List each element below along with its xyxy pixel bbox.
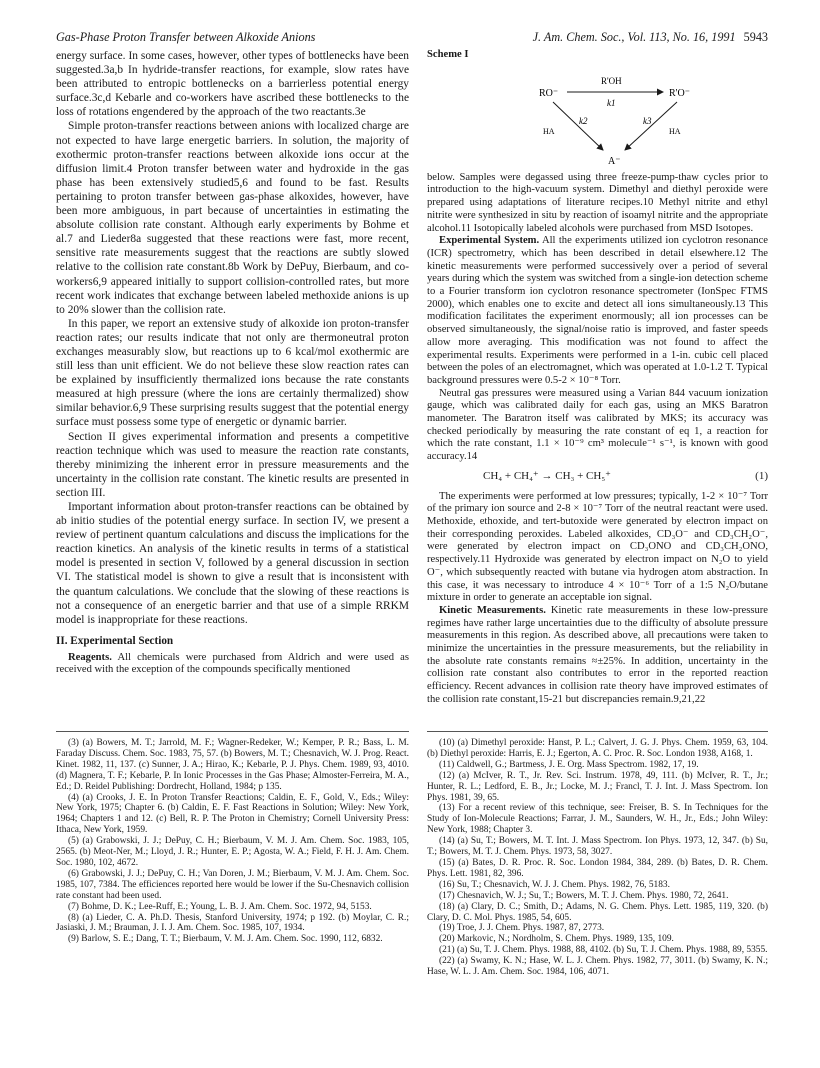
reference-item: (20) Markovic, N.; Nordholm, S. Chem. Phys. 1989, 135, 109. [439, 934, 674, 945]
paragraph: In this paper, we report an extensive study of alkoxide ion proton-transfer reaction rates; our results indicate that not only are thermoneutral proton exchanges measurably slow, but reactions up to 6 kcal/mol exothermic are still less than unit efficient. We do not believe these slow reaction rates can be explained by insufficiently thermalized ions because the rate constants measured at high pressure (where the ions are certainly thermalized) show similar behavior.6,9 These surprising results suggest that the potential energy surface must possess some type of energetic or dynamic barrier. [56, 317, 409, 429]
left-column [56, 49, 409, 677]
journal-citation [533, 30, 768, 45]
page-number: 5943 [743, 30, 768, 44]
reference-item: (15) (a) Bates, D. R. Proc. R. Soc. London 1984, 384, 289. (b) Bates, D. R. Chem. Phys. Lett. 1981, 82, 396. [427, 857, 768, 879]
rate-k2-label: k2 [579, 115, 588, 126]
reference-item: (14) (a) Su, T.; Bowers, M. T. Int. J. Mass Spectrom. Ion Phys. 1973, 12, 347. (b) Su, T.; Bowers, M. T. J. Chem. Phys. 1973, 58, 3027. [427, 836, 768, 858]
equation-body: CH₄ + CH₄⁺ → CH₃ + CH₅⁺ [483, 469, 611, 482]
journal-name: J. Am. Chem. Soc., Vol. 113, No. 16, 1991 [532, 30, 736, 44]
reference-item: (21) (a) Su, T. J. Chem. Phys. 1988, 88, 4102. (b) Su, T. J. Chem. Phys. 1988, 89, 5355. [439, 945, 768, 956]
right-column [427, 49, 768, 707]
paragraph-text: All chemicals were purchased from Aldrich and were used as received with the exception of the compounds specifically mentioned [56, 651, 409, 676]
reference-item: (18) (a) Clary, D. C.; Smith, D.; Adams, N. G. Chem. Phys. Lett. 1985, 119, 320. (b) Clary, D. C. Mol. Phys. 1985, 54, 605. [427, 901, 768, 923]
paragraph-text: Kinetic rate measurements in these low-pressure regimes have rather large uncertainties due to the difficulty of absolute pressure measurements in this region. As described above, all precautions were taken to minimize the uncertainties in the pressure measurements, but the reliability in the absolute rate constants remains ≈±25%. In addition, uncertainty in the collision rate constant also contributes to error in the reported reaction efficiency. Recent advances in collision rate theory have improved estimates of the collision rate constant,15-21 but discrepancies remain.9,21,22 [427, 604, 769, 705]
references-right [427, 738, 768, 978]
paragraph: below. Samples were degassed using three freeze-pump-thaw cycles prior to introduction to the high-vacuum system. Dimethyl and diethyl peroxide were prepared using adaptations of literature recipes.10 Methyl nitrite and ethyl nitrite were synthesized in situ by reaction of isoamyl nitrite and the appropriate alcohol.11 Isotopically labeled alcohols were purchased from MSD Isotopes. [427, 171, 768, 234]
paragraph: Important information about proton-transfer reactions can be obtained by ab initio studies of the potential energy surface. In section IV, we present a review of pertinent quantum calculations and discuss the implications for the reaction kinetics. An analysis of the kinetic results in terms of a statistical model is presented in section V, followed by a general discussion in section VI. The statistical model is shown to give a result that is inconsistent with the quantum calculations. We conclude that the slowing of these reactions is not a consequence of an energetic barrier and that use of a simple RRKM model is inappropriate for these reactions. [56, 501, 409, 626]
reference-item: (6) Grabowski, J. J.; DePuy, C. H.; Van Doren, J. M.; Bierbaum, V. M. J. Am. Chem. Soc. 1985, 107, 7384. The efficiences reported here would be lower if the Su-Chesnavich collision rate constant had been used. [56, 868, 409, 901]
equation-1 [427, 470, 768, 483]
paragraph: energy surface. In some cases, however, other types of bottlenecks have been suggested.3a,b In hydride-transfer reactions, for example, slow rates have been attributed to entropic bottlenecks on a barrierless potential energy surface.3c,d Kebarle and co-workers have ascribed these bottlenecks to the loss of rotations engendered by the approach of the two reactants.3e [56, 50, 409, 119]
ha-right-label: HA [669, 126, 681, 136]
ha-left-label: HA [543, 126, 555, 136]
paragraph: Neutral gas pressures were measured using a Varian 844 vacuum ionization gauge, which was calibrated daily for each gas, using an MKS Baratron manometer. The Baratron itself was calibrated by MKS; its accuracy was checked periodically by measuring the rate constant of eq 1, a reaction for which the rate constant, 1.1 × 10⁻⁹ cm³ molecule⁻¹ s⁻¹, is known with good accuracy.14 [427, 387, 768, 463]
run-in-heading: Kinetic Measurements. [439, 604, 546, 616]
paragraph: Simple proton-transfer reactions between anions with localized charge are not expected to have large energetic barriers. In solution, the majority of exothermic proton-transfer reactions between alkoxide ions occur at the diffusion limit.4 Proton transfer between water and hydroxide in the gas phase has been extensively studied5,6 and found to be fast. Results pertaining to proton transfer between gas-phase alkoxides, however, have been more ambiguous, in part because of uncertainties in estimating the absolute collision rate constant. Although early experiments by Bohme et al.7 and Lieder8a suggested that these reactions were fast, more recent, sensitive rate measurements suggest that the reactions are subtly slowed relative to the collision rate constant.8b Work by DePuy, Bierbaum, and co-workers6,9 appeared initially to support collision-controlled rates, but more recent work indicates that exchange between labeled methoxide anions is up to 20% slower than the collision rate. [56, 120, 409, 316]
reagent-label: R'OH [601, 75, 622, 86]
equation-number: (1) [755, 469, 768, 482]
section-heading: II. Experimental Section [56, 634, 174, 647]
reference-item: (16) Su, T.; Chesnavich, W. J. J. Chem. Phys. 1982, 76, 5183. [439, 879, 670, 890]
paragraph-reagents [56, 652, 409, 677]
paragraph-text: All the experiments utilized ion cyclotron resonance (ICR) spectrometry, which has been described in detail elsewhere.12 The kinetic measurements were performed successively over a period of several years during which the system was switched from a single-ion detection scheme to a Fourier transform ion cyclotron resonance spectrometer (IonSpec FTMS 2000), which enables one to excite and detect all ions simultaneously.13 This modification facilitates the experiment enormously; all ion processes can be observed simultaneously, the signal/noise ratio is improved, and faster speeds allow more averaging. This modification was not found to affect the experimental results. Experiments were performed in a 1-in. cubic cell placed between the poles of an electromagnet, which was operated at 1.0-1.2 T. Typical background pressures were 0.5-2 × 10⁻⁸ Torr. [427, 235, 769, 386]
reference-item: (5) (a) Grabowski, J. J.; DePuy, C. H.; Bierbaum, V. M. J. Am. Chem. Soc. 1983, 105, 2565. (b) Meot-Ner, M.; Lloyd, J. R.; Hunter, E. P.; Agosta, W. A.; Field, F. H. J. Am. Chem. Soc. 1980, 102, 4672. [56, 836, 409, 868]
reference-item: (22) (a) Swamy, K. N.; Hase, W. L. J. Chem. Phys. 1982, 77, 3011. (b) Swamy, K. N.; Hase, W. L. J. Am. Chem. Soc. 1984, 106, 4071. [427, 956, 768, 978]
paragraph: Section II gives experimental information and presents a competitive reaction technique which was used to measure the reaction rate constants, thereby minimizing the inherent error in pressure measurements and the uncertainty in the collision rate constant. The kinetic results are presented in section III. [56, 430, 409, 499]
reference-item: (9) Barlow, S. E.; Dang, T. T.; Bierbaum, V. M. J. Am. Chem. Soc. 1990, 112, 6832. [68, 934, 383, 945]
scheme-svg [427, 64, 768, 172]
references-left [56, 738, 409, 945]
reference-item: (10) (a) Dimethyl peroxide: Hanst, P. L.; Calvert, J. G. J. Phys. Chem. 1959, 63, 104. (b) Diethyl peroxide: Harris, E. J.; Egerton, A. C. Proc. R. Soc. London 1938, A168, 1. [427, 738, 768, 759]
paragraph: The experiments were performed at low pressures; typically, 1-2 × 10⁻⁷ Torr of the primary ion source and 2-8 × 10⁻⁷ Torr of the neutral reactant were used. Methoxide, ethoxide, and tert-butoxide were generated by electron impact on their corresponding peroxides. Labeled alkoxides, CD₃O⁻ and CD₃CH₂O⁻, were generated by electron impact on CD₃ONO and CD₃CH₂ONO, respectively.11 Hydroxide was generated by electron impact on N₂O to yield O⁻, which subsequently reacted with butane via hydrogen atom abstraction. In this case, it was necessary to introduce 4 × 10⁻⁶ Torr of a 1:5 N₂O/butane mixture in order to generate an acceptable ion signal. [427, 490, 768, 604]
reference-item: (13) For a recent review of this technique, see: Freiser, B. S. In Techniques for the Study of Ion-Molecule Reactions; Farrar, J. M., Saunders, W. H., Jr., Eds.; John Wiley: New York, 1988; Chapter 3. [427, 803, 768, 836]
rate-k3-label: k3 [643, 115, 652, 126]
running-header [56, 30, 768, 46]
reactant-label: RO⁻ [539, 87, 559, 99]
anion-a-label: A⁻ [608, 155, 621, 167]
reference-item: (11) Caldwell, G.; Bartmess, J. E. Org. Mass Spectrom. 1982, 17, 19. [439, 759, 699, 770]
footnote-rule-right [427, 731, 768, 732]
paragraph-experimental-system [427, 235, 768, 387]
scheme-label: Scheme I [427, 49, 469, 60]
reference-item: (8) (a) Lieder, C. A. Ph.D. Thesis, Stanford University, 1974; p 192. (b) Moylar, C. R.; Jasiaski, J. M.; Brauman, J. I. J. Am. Chem. Soc. 1985, 107, 1934. [56, 912, 409, 934]
running-title: Gas-Phase Proton Transfer between Alkoxide Anions [56, 30, 316, 44]
run-in-heading: Experimental System. [439, 235, 540, 247]
scheme-diagram [427, 64, 768, 172]
footnote-rule-left [56, 731, 409, 732]
run-in-heading: Reagents. [68, 651, 112, 663]
rate-k1-label: k1 [607, 97, 616, 108]
reference-item: (4) (a) Crooks, J. E. In Proton Transfer Reactions; Caldin, E. F., Gold, V., Eds.; Wiley: New York, 1975; Chapter 6. (b) Caldin, E. F. Fast Reactions in Solution; Wiley: New York, 1964; Chapters 1 and 12. (c) Bell, R. P. The Proton in Chemistry; Cornell University Press: Ithaca, New York, 1959. [56, 792, 409, 836]
reference-item: (7) Bohme, D. K.; Lee-Ruff, E.; Young, L. B. J. Am. Chem. Soc. 1972, 94, 5153. [68, 901, 372, 912]
paragraph-kinetic-measurements [427, 605, 768, 707]
reference-item: (3) (a) Bowers, M. T.; Jarrold, M. F.; Wagner-Redeker, W.; Kemper, P. R.; Bass, L. M. Faraday Discuss. Chem. Soc. 1983, 75, 57. (b) Bowers, M. T.; Chesnavich, W. J. Prog. React. Kinet. 1982, 11, 137. (c) Sunner, J. A.; Hirao, K.; Kebarle, P. J. Phys. Chem. 1989, 93, 4010. (d) Magnera, T. F.; Kebarle, P. In Ionic Processes in the Gas Phase; Almoster-Ferreira, M. A., Ed.; D. Reidel Publishing: Dordrecht, Holland, 1984; p 135. [56, 738, 409, 792]
product-label: R'O⁻ [669, 87, 690, 99]
arrow-k3 [625, 102, 677, 150]
reference-item: (19) Troe, J. J. Chem. Phys. 1987, 87, 2773. [439, 923, 605, 934]
arrow-k2 [553, 102, 603, 150]
reference-item: (17) Chesnavich, W. J.; Su, T.; Bowers, M. T. J. Chem. Phys. 1980, 72, 2641. [439, 890, 729, 901]
reference-item: (12) (a) McIver, R. T., Jr. Rev. Sci. Instrum. 1978, 49, 111. (b) McIver, R. T., Jr.; Hunter, R. L.; Ledford, E. B., Jr.; Locke, M. J.; Francl, T. J. Int. J. Mass Spectrom. Ion Phys. 1981, 39, 65. [427, 770, 768, 803]
